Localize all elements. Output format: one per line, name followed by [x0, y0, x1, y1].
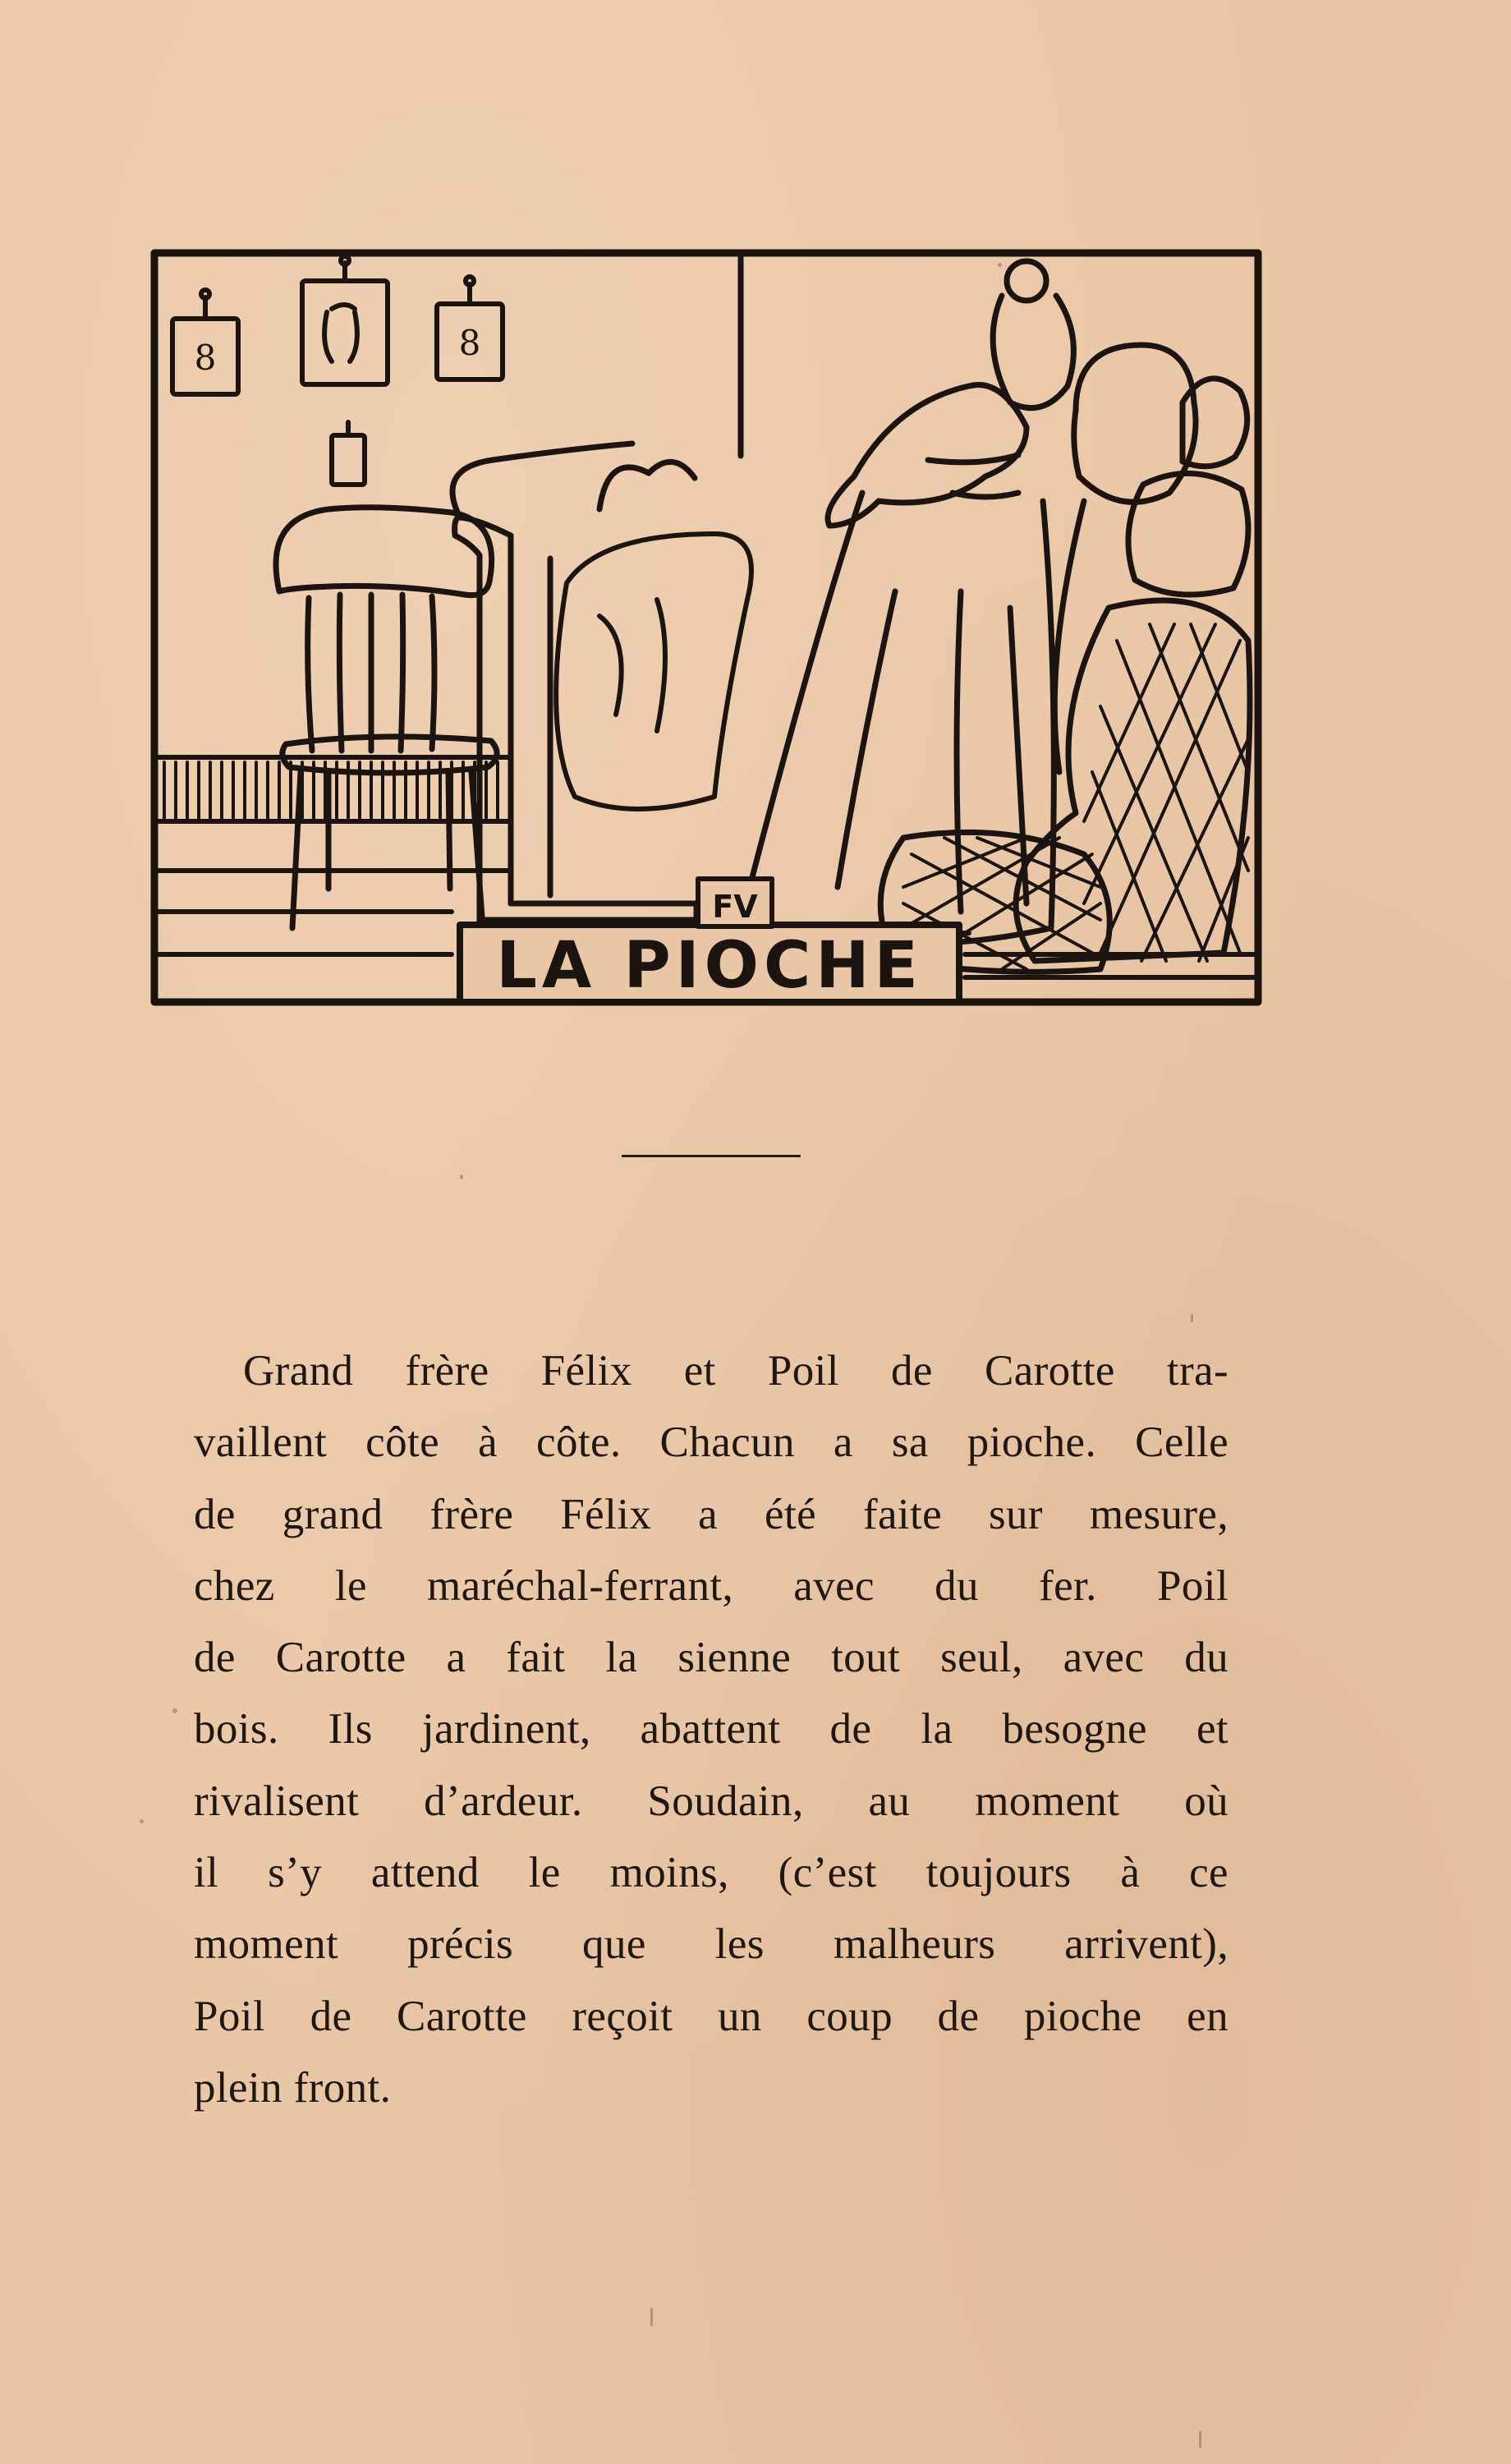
paragraph	[194, 1335, 1229, 2124]
paper-speck	[172, 1708, 177, 1713]
paper-speck	[1191, 1314, 1193, 1322]
wall-frames	[172, 256, 503, 485]
paper-speck	[998, 263, 1002, 267]
woodcut-illustration	[140, 246, 1273, 1006]
paragraph-line: moment précis que les malheurs arrivent),	[194, 1920, 1229, 1969]
svg-text:8: 8	[458, 323, 481, 363]
illustration-title: LA PIOCHE	[496, 929, 923, 1003]
paragraph-line: de Carotte a fait la sienne tout seul, avec du	[194, 1634, 1229, 1682]
paragraph-line: bois. Ils jardinent, abattent de la besogne et	[194, 1705, 1229, 1754]
paragraph-line: chez le maréchal-ferrant, avec du fer. Poil	[194, 1561, 1229, 1610]
paragraph-line: Poil de Carotte reçoit un coup de pioche en	[194, 1992, 1229, 2040]
paper-speck	[1199, 2431, 1201, 2448]
paper-speck	[650, 2308, 653, 2326]
sofa	[452, 444, 696, 933]
svg-text:8: 8	[194, 338, 217, 378]
paragraph-line: vaillent côte à côte. Chacun a sa pioche. Celle	[194, 1418, 1229, 1467]
paragraph-line: rivalisent d’ardeur. Soudain, au moment où	[194, 1777, 1229, 1825]
lying-figure	[556, 534, 751, 809]
illustration-drawing	[140, 246, 1273, 1006]
artist-monogram: FV	[712, 889, 758, 925]
chair	[276, 508, 497, 928]
paragraph-line: il s’y attend le moins, (c’est toujours à ce	[194, 1849, 1229, 1897]
standing-woman	[739, 261, 1073, 945]
paragraph-line: de grand frère Félix a été faite sur mesure,	[194, 1490, 1229, 1538]
paper-speck	[140, 1819, 144, 1823]
paper-speck	[460, 1175, 463, 1179]
paragraph-line: Grand frère Félix et Poil de Carotte tra-	[243, 1347, 1229, 1395]
paragraph-line: plein front.	[194, 2063, 392, 2112]
section-divider	[622, 1155, 801, 1157]
seated-person	[880, 379, 1250, 972]
